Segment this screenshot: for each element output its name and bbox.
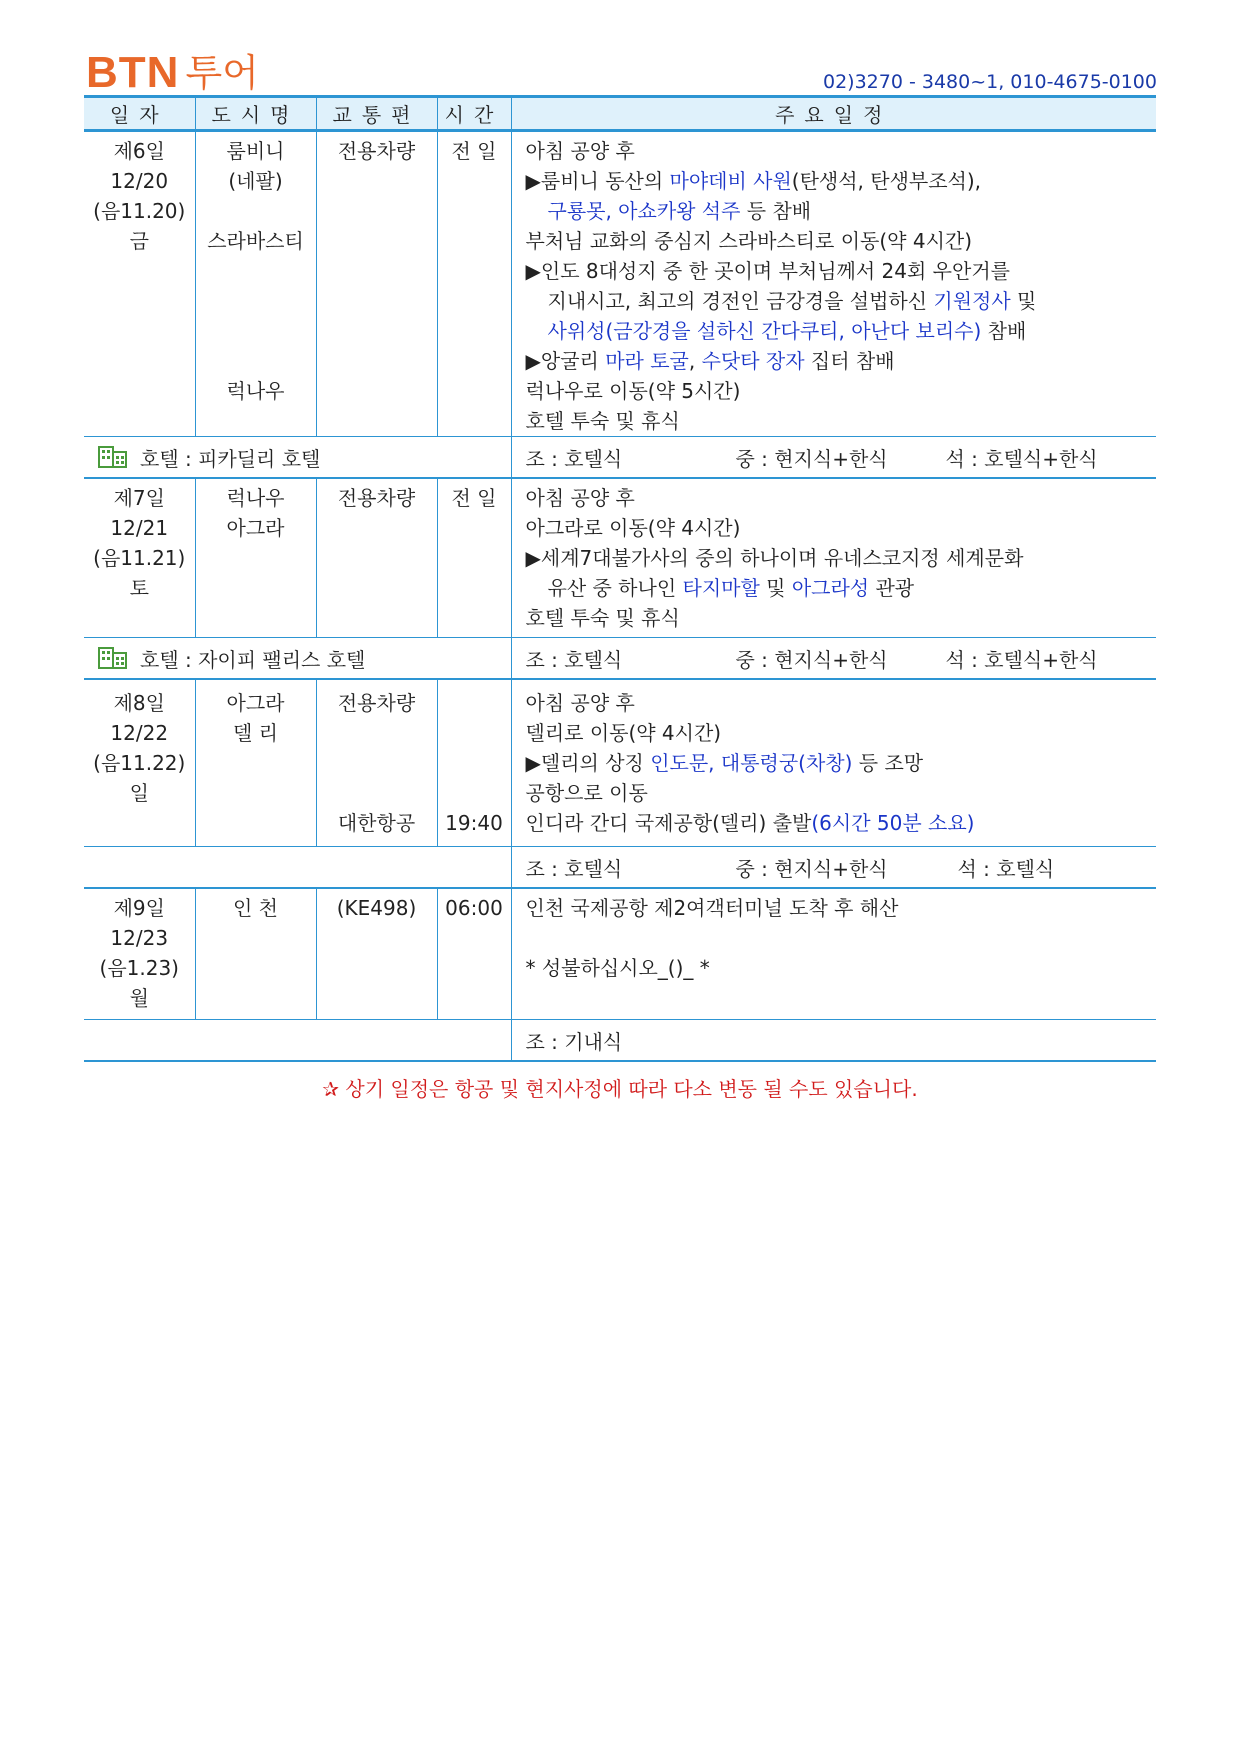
city-name: 인 천	[233, 896, 278, 920]
schedule-line: * 성불하십시오_()_ *	[525, 956, 710, 980]
day-row-6	[84, 131, 1156, 437]
schedule-line: 구룡못, 아쇼카왕 석주 등 참배	[547, 199, 812, 223]
city-name	[196, 286, 316, 316]
schedule-line: 아침 공양 후	[525, 139, 635, 163]
day-row-8	[84, 679, 1156, 847]
schedule-line: 아그라로 이동(약 4시간)	[525, 516, 741, 540]
schedule-line: 지내시고, 최고의 경전인 금강경을 설법하신 기원정사 및	[547, 289, 1037, 313]
transport-value: 전용차량	[337, 691, 416, 715]
day-lunar-date: (음11.22)	[93, 751, 186, 775]
schedule-line: ▶앙굴리 마라 토굴, 수닷타 장자 집터 참배	[525, 349, 895, 373]
transport-value: 전용차량	[337, 139, 416, 163]
schedule-line: ▶델리의 상징 인도문, 대통령궁(차창) 등 조망	[525, 751, 924, 775]
schedule-line: 럭나우로 이동(약 5시간)	[525, 379, 741, 403]
time-value: 전 일	[451, 486, 497, 510]
schedule-line: 인천 국제공항 제2여객터미널 도착 후 해산	[525, 896, 899, 920]
day-label: 제8일	[113, 691, 165, 715]
star-icon: ✰	[322, 1077, 340, 1101]
meal-breakfast: 조 : 호텔식	[525, 446, 623, 471]
city-name	[196, 316, 316, 346]
meal-lunch: 중 : 현지식+한식	[735, 647, 888, 672]
col-date-header: 일자	[84, 97, 195, 131]
day-weekday: 금	[129, 229, 149, 253]
city-name	[196, 196, 316, 226]
day-date: 12/21	[110, 516, 169, 540]
time-value	[438, 748, 511, 778]
schedule-line: ▶인도 8대성지 중 한 곳이며 부처님께서 24회 우안거를	[525, 259, 1010, 283]
schedule-line: 사위성(금강경을 설하신 간다쿠티, 아난다 보리수) 참배	[547, 319, 1027, 343]
time-value: 19:40	[445, 811, 503, 835]
schedule-line: 유산 중 하나인 타지마할 및 아그라성 관광	[547, 576, 915, 600]
col-schedule-header: 주요일정	[511, 97, 1156, 131]
transport-value: (KE498)	[336, 896, 417, 920]
meal-dinner: 석 : 호텔식+한식	[945, 647, 1098, 672]
contact-phone: 02)3270 - 3480~1, 010-4675-0100	[822, 71, 1157, 93]
day-date: 12/22	[110, 721, 169, 745]
hotel-building-icon	[98, 446, 128, 468]
schedule-line: 델리로 이동(약 4시간)	[525, 721, 722, 745]
itinerary-table	[84, 95, 1156, 1062]
city-name: 아그라	[226, 516, 285, 540]
city-name: 아그라	[226, 691, 285, 715]
meal-info	[512, 1026, 1157, 1055]
meal-dinner: 석 : 호텔식	[957, 856, 1055, 881]
meal-breakfast: 조 : 기내식	[525, 1029, 623, 1054]
btn-tour-logo	[86, 50, 259, 95]
footer-note	[84, 1073, 1156, 1102]
day-lunar-date: (음11.20)	[93, 199, 186, 223]
transport-value: 대한항공	[337, 811, 416, 835]
col-city-header: 도시명	[195, 97, 316, 131]
day-lunar-date: (음1.23)	[99, 956, 179, 980]
day-label: 제6일	[113, 139, 165, 163]
logo-tour-text: 투어	[185, 51, 259, 95]
city-name	[196, 346, 316, 376]
meal-breakfast: 조 : 호텔식	[525, 856, 623, 881]
hotel-meal-row-7	[84, 638, 1156, 680]
city-name	[196, 406, 316, 436]
meal-lunch: 중 : 현지식+한식	[735, 446, 888, 471]
city-name: 럭나우	[226, 486, 285, 510]
logo-btn-text: BTN	[86, 48, 180, 97]
meal-dinner: 석 : 호텔식+한식	[945, 446, 1098, 471]
col-time-header: 시간	[437, 97, 511, 131]
meal-row-8	[84, 847, 1156, 889]
time-value: 전 일	[451, 139, 497, 163]
city-name: 델 리	[233, 721, 278, 745]
table-header-row	[84, 97, 1156, 131]
hotel-building-icon	[98, 647, 128, 669]
city-name: 럭나우	[226, 379, 285, 403]
time-value	[438, 718, 511, 748]
schedule-line: 부처님 교화의 중심지 스라바스티로 이동(약 4시간)	[525, 229, 973, 253]
meal-row-9	[84, 1020, 1156, 1062]
day-row-7	[84, 478, 1156, 638]
schedule-line: 공항으로 이동	[525, 781, 648, 805]
schedule-line: ▶세계7대불가사의 중의 하나이며 유네스코지정 세계문화	[525, 546, 1024, 570]
city-name: 룸비니	[226, 139, 285, 163]
meal-lunch: 중 : 현지식+한식	[735, 856, 888, 881]
day-date: 12/20	[110, 169, 169, 193]
meal-breakfast: 조 : 호텔식	[525, 647, 623, 672]
time-value	[438, 778, 511, 808]
day-weekday: 일	[129, 781, 149, 805]
transport-value	[317, 718, 437, 748]
transport-value: 전용차량	[337, 486, 416, 510]
day-label: 제7일	[113, 486, 165, 510]
hotel-name: 호텔 : 피카딜리 호텔	[140, 446, 321, 471]
city-name	[196, 256, 316, 286]
schedule-line	[526, 923, 1157, 953]
hotel-name: 호텔 : 자이피 팰리스 호텔	[140, 647, 366, 672]
footer-note-text: 상기 일정은 항공 및 현지사정에 따라 다소 변동 될 수도 있습니다.	[345, 1077, 918, 1101]
day-weekday: 토	[129, 576, 149, 600]
city-name: 스라바스티	[207, 229, 304, 253]
time-value: 06:00	[445, 896, 503, 920]
day-lunar-date: (음11.21)	[93, 546, 186, 570]
city-name: (네팔)	[228, 169, 283, 193]
day-label: 제9일	[113, 896, 165, 920]
transport-value	[317, 748, 437, 778]
schedule-line: 호텔 투숙 및 휴식	[525, 606, 680, 630]
schedule-line: 아침 공양 후	[525, 691, 635, 715]
day-weekday: 월	[129, 986, 149, 1010]
day-date: 12/23	[110, 926, 169, 950]
transport-value	[317, 778, 437, 808]
schedule-line: 아침 공양 후	[525, 486, 635, 510]
meal-info	[512, 644, 1157, 673]
day-row-9	[84, 888, 1156, 1020]
col-transport-header: 교통편	[316, 97, 437, 131]
meal-info	[512, 853, 1157, 882]
schedule-line: ▶룸비니 동산의 마야데비 사원(탄생석, 탄생부조석),	[525, 169, 982, 193]
schedule-line: 호텔 투숙 및 휴식	[525, 409, 680, 433]
time-value	[438, 688, 511, 718]
meal-info	[512, 443, 1157, 472]
hotel-meal-row-6	[84, 437, 1156, 479]
schedule-line: 인디라 간디 국제공항(델리) 출발(6시간 50분 소요)	[525, 811, 975, 835]
